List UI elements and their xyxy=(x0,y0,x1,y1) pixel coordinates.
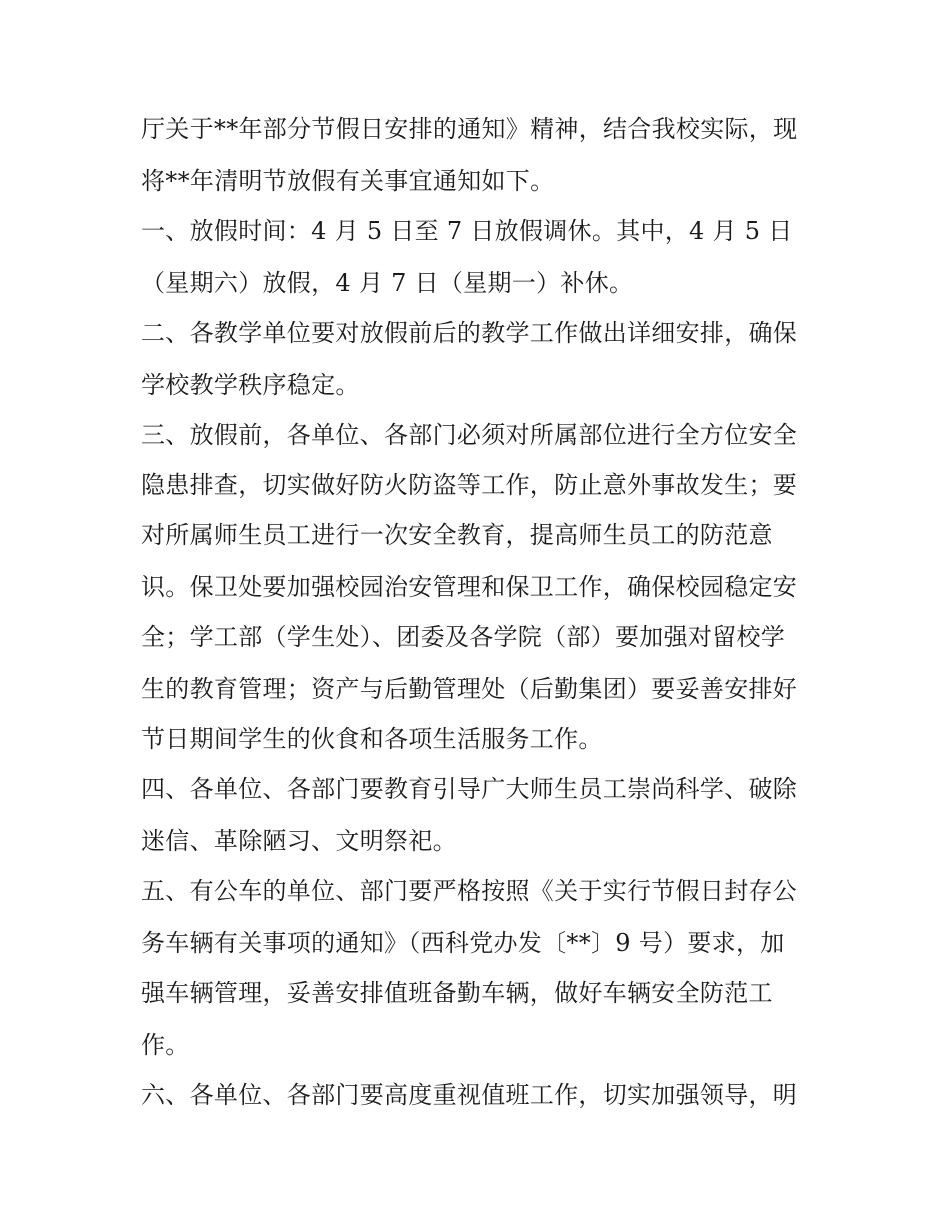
text-line: 六、各单位、各部门要高度重视值班工作，切实加强领导，明 xyxy=(141,1081,798,1109)
text-line: 二、各教学单位要对放假前后的教学工作做出详细安排，确保 xyxy=(141,319,798,347)
text-line: 识。保卫处要加强校园治安管理和保卫工作，确保校园稳定安 xyxy=(141,573,798,601)
text-line: 强车辆管理，妥善安排值班备勤车辆，做好车辆安全防范工 xyxy=(141,979,773,1007)
text-line: 四、各单位、各部门要教育引导广大师生员工崇尚科学、破除 xyxy=(141,775,798,803)
text-line: 五、有公车的单位、部门要严格按照《关于实行节假日封存公 xyxy=(141,877,798,905)
text-line: 迷信、革除陋习、文明祭祀。 xyxy=(141,827,457,855)
text-line: 务车辆有关事项的通知》（西科党办发〔**〕9 号）要求，加 xyxy=(141,929,785,957)
text-line: 将**年清明节放假有关事宜通知如下。 xyxy=(141,167,555,195)
text-line: 全；学工部（学生处）、团委及各学院（部）要加强对留校学 xyxy=(141,623,786,651)
text-line: 作。 xyxy=(141,1031,190,1059)
text-line: 节日期间学生的伙食和各项生活服务工作。 xyxy=(141,725,603,753)
text-line: （星期六）放假，4 月 7 日（星期一）补休。 xyxy=(141,269,634,297)
text-line: 一、放假时间：4 月 5 日至 7 日放假调休。其中，4 月 5 日 xyxy=(141,217,793,245)
text-line: 对所属师生员工进行一次安全教育，提高师生员工的防范意 xyxy=(141,521,773,549)
text-line: 学校教学秩序稳定。 xyxy=(141,371,360,399)
text-line: 生的教育管理；资产与后勤管理处（后勤集团）要妥善安排好 xyxy=(141,675,798,703)
text-line: 厅关于**年部分节假日安排的通知》精神，结合我校实际，现 xyxy=(141,115,798,143)
text-line: 三、放假前，各单位、各部门必须对所属部位进行全方位安全 xyxy=(141,421,798,449)
text-line: 隐患排查，切实做好防火防盗等工作，防止意外事故发生；要 xyxy=(141,471,798,499)
